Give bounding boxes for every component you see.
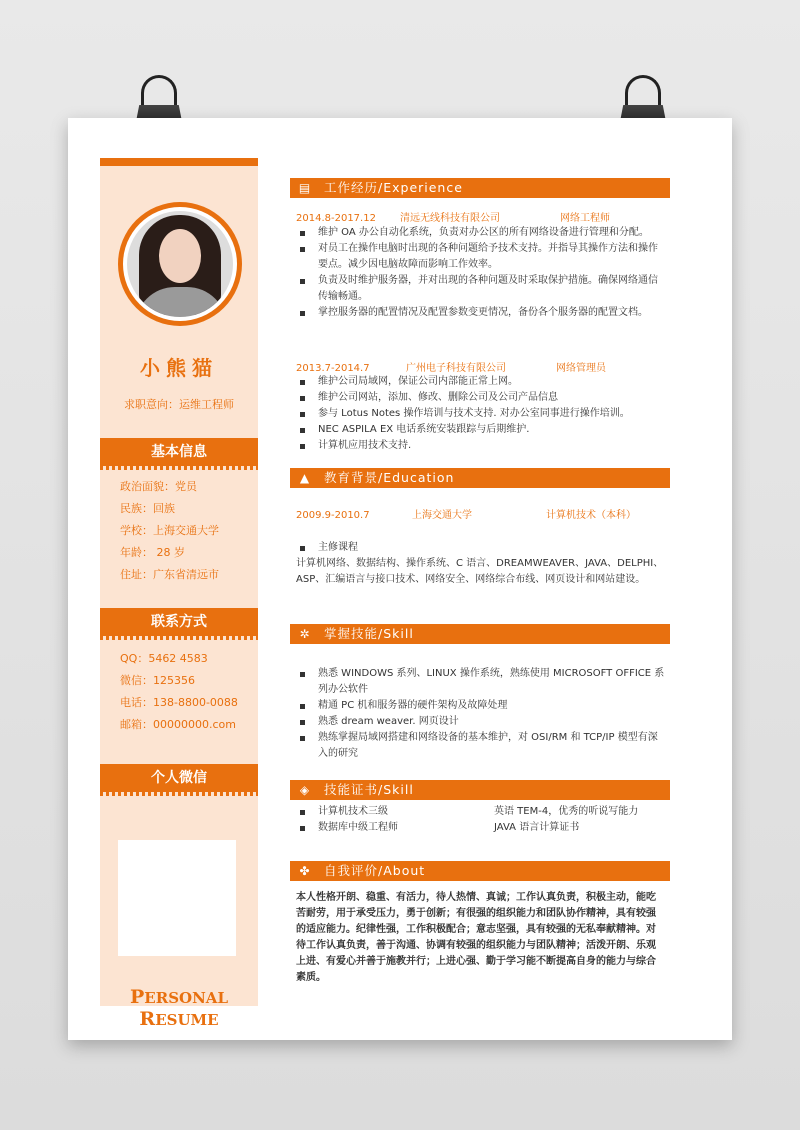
clover-icon: ✤ — [299, 864, 311, 878]
education-header: 2009.9-2010.7 上海交通大学 计算机技术（本科） — [296, 510, 636, 521]
basic-info-list — [120, 476, 219, 586]
candidate-name: 小熊猫 — [140, 356, 218, 380]
gear-icon: ✲ — [299, 627, 311, 641]
contact-item: 电话：138-8800-0088 — [120, 696, 238, 709]
job-header: 2014.8-2017.12 清远无线科技有限公司 网络工程师 — [296, 213, 610, 224]
resume-sheet — [68, 118, 732, 1040]
education-heading: ▲ 教育背景/Education — [290, 468, 670, 488]
basic-info-heading: 基本信息 — [100, 438, 258, 466]
briefcase-icon: ▤ — [298, 181, 312, 195]
job-intent: 求职意向：运维工程师 — [124, 398, 234, 411]
contact-list — [120, 648, 238, 736]
certificates-list: 计算机技术三级 英语 TEM-4，优秀的听说写能力 数据库中级工程师 JAVA 语言计算证书 — [296, 804, 666, 836]
contact-item: QQ：5462 4583 — [120, 652, 208, 665]
basic-info-item: 民族：回族 — [120, 502, 175, 515]
wechat-qr-placeholder — [118, 840, 236, 956]
skills-heading: ✲ 掌握技能/Skill — [290, 624, 670, 644]
job-duties: 维护 OA 办公自动化系统，负责对办公区的所有网络设备进行管理和分配。 对员工在操作电脑时出现的各种问题给予技术支持。并指导其操作方法和操作要点。减少因电脑故障而影响工作效率。 负责及时维护服务器，并对出现的各种问题及时采取保护措施。确保网络通信传输畅通。 掌控服务器的配置情况及配置参数变更情况，备份各个服务器的配置文档。 — [296, 225, 666, 321]
personal-resume-wordmark: PERSONAL RESUME — [130, 986, 228, 1030]
course-list: 计算机网络、数据结构、操作系统、C 语言、DREAMWEAVER、JAVA、DELPHI、ASP、汇编语言与接口技术、网络安全、网络综合布线、网页设计和网站建设。 — [296, 558, 664, 585]
course-label: 主修课程 — [296, 540, 666, 556]
experience-heading: ▤ 工作经历/Experience — [290, 178, 670, 198]
sidebar — [100, 158, 258, 1030]
contact-item: 邮箱：00000000.com — [120, 718, 236, 731]
wechat-heading: 个人微信 — [100, 764, 258, 792]
graduation-cap-icon: ▲ — [299, 471, 311, 485]
skills-list: 熟悉 WINDOWS 系列、LINUX 操作系统，熟练使用 MICROSOFT OFFICE 系列办公软件 精通 PC 机和服务器的硬件架构及故障处理 熟悉 dream weaver. 网页设计 熟练掌握局域网搭建和网络设备的基本维护，对 OSI/RM 和 TCP/IP 模型有深入的研究 — [296, 666, 666, 762]
basic-info-item: 政治面貌：党员 — [120, 480, 197, 493]
about-heading: ✤ 自我评价/About — [290, 861, 670, 881]
avatar — [118, 202, 242, 326]
contact-item: 微信：125356 — [120, 674, 195, 687]
basic-info-item: 住址：广东省清远市 — [120, 568, 219, 581]
layers-icon: ◈ — [299, 783, 311, 797]
basic-info-item: 学校：上海交通大学 — [120, 524, 219, 537]
basic-info-item: 年龄： 28 岁 — [120, 546, 185, 559]
certificates-heading: ◈ 技能证书/Skill — [290, 780, 670, 800]
about-text: 本人性格开朗、稳重、有活力，待人热情、真诚；工作认真负责，积极主动，能吃苦耐劳，用于承受压力，勇于创新；有很强的组织能力和团队协作精神，具有较强的适应能力。纪律性强，工作积极配合；意志坚强，具有较强的无私奉献精神。对待工作认真负责，善于沟通、协调有较强的组织能力与团队精神；活泼开朗、乐观上进、有爱心并善于施教并行；上进心强、勤于学习能不断提高自身的能力与综合素质。 — [296, 892, 656, 983]
contact-heading: 联系方式 — [100, 608, 258, 636]
job-header: 2013.7-2014.7 广州电子科技有限公司 网络管理员 — [296, 363, 606, 374]
job-duties: 维护公司局域网，保证公司内部能正常上网。 维护公司网站，添加、修改、删除公司及公司产品信息 参与 Lotus Notes 操作培训与技术支持. 对办公室同事进行操作培训。 NEC ASPILA EX 电话系统安装跟踪与后期维护. 计算机应用技术支持. — [296, 374, 666, 454]
